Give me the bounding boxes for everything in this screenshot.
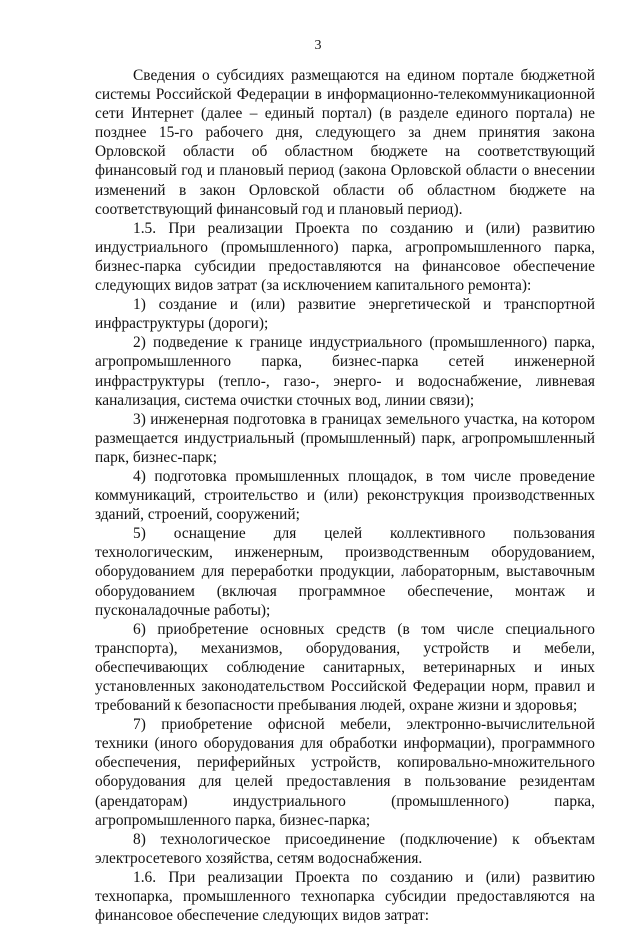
list-item-3: 3) инженерная подготовка в границах земельного участка, на котором размещается индустриальный (промышленный) парк, агропромышленный парк, бизнес-парк;	[95, 410, 595, 466]
list-item-5: 5) оснащение для целей коллективного пользования технологическим, инженерным, производственным оборудованием, оборудованием для переработки продукции, лабораторным, выставочным оборудованием (включая программное обеспечение, монтаж и пусконаладочные работы);	[95, 525, 595, 619]
list-item-4: 4) подготовка промышленных площадок, в том числе проведение коммуникаций, строительство и (или) реконструкция производственных зданий, строений, сооружений;	[95, 467, 595, 524]
list-item-7: 7) приобретение офисной мебели, электронно-вычислительной техники (иного оборудования для обработки информации), программного обеспечения, периферийных устройств, копировально-множительного оборудования для целей предоставления в пользование резидентам (арендаторам) индустриального (промышленного) парка, агропромышленного парка, бизнес-парка;	[95, 716, 595, 829]
paragraph-section-1-6: 1.6. При реализации Проекта по созданию и (или) развитию технопарка, промышленного технопарка субсидии предоставляются на финансовое обеспечение следующих видов затрат:	[95, 868, 595, 925]
paragraph-section-1-5: 1.5. При реализации Проекта по созданию и (или) развитию индустриального (промышленного) парка, агропромышленного парка, бизнес-парка субсидии предоставляются на финансовое обеспечение следующих видов затрат (за исключением капитального ремонта):	[95, 219, 595, 295]
list-item-1: 1) создание и (или) развитие энергетической и транспортной инфраструктуры (дороги);	[95, 296, 595, 333]
list-item-2: 2) подведение к границе индустриального (промышленного) парка, агропромышленного парка, бизнес-парка сетей инженерной инфраструктуры (тепло-, газо-, энерго- и водоснабжение, ливневая канализация, система очистки сточных вод, линии связи);	[95, 334, 595, 409]
page-number: 3	[314, 38, 322, 53]
list-item-8: 8) технологическое присоединение (подключение) к объектам электросетевого хозяйства, сетям водоснабжения.	[95, 830, 595, 867]
paragraph-subsidy-info: Сведения о субсидиях размещаются на едином портале бюджетной системы Российской Федерации в информационно-телекоммуникационной сети Интернет (далее – единый портал) (в разделе единого портала) не позднее 15-го рабочего дня, следующего за днем принятия закона Орловской области об областном бюджете на соответствующий финансовый год и плановый период (закона Орловской области о внесении изменений в закон Орловской области об областном бюджете на соответствующий финансовый год и плановый период).	[95, 67, 595, 218]
list-item-6: 6) приобретение основных средств (в том числе специального транспорта), механизмов, оборудования, устройств и мебели, обеспечивающих соблюдение санитарных, ветеринарных и иных установленных законодательством Российской Федерации норм, правил и требований к безопасности пребывания людей, охране жизни и здоровья;	[95, 620, 595, 715]
document-body	[95, 66, 595, 925]
